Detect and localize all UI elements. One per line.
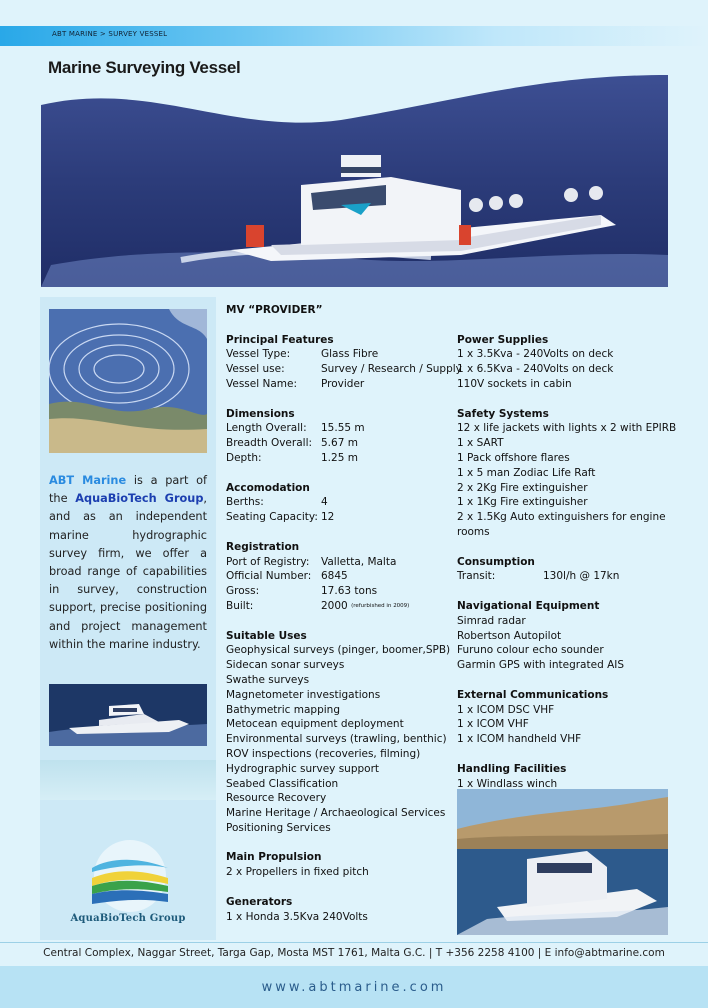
list-item: Environmental surveys (trawling, benthic) [226, 733, 447, 746]
list-item: 1 Pack offshore flares [457, 451, 570, 464]
list-item: Swathe surveys [226, 673, 310, 686]
spec-row: Official Number: 6845 [226, 570, 348, 583]
top-bar [0, 26, 708, 46]
list-item: ROV inspections (recoveries, filming) [226, 747, 421, 760]
uses-heading: Suitable Uses [226, 629, 307, 642]
list-item: 110V sockets in cabin [457, 377, 572, 390]
breadcrumb: ABT MARINE > SURVEY VESSEL [52, 30, 168, 38]
spec-row: Vessel Type: Glass Fibre [226, 348, 379, 361]
specs-column-left [226, 303, 462, 924]
vessel-coast-image [457, 789, 668, 935]
footer-divider [0, 942, 708, 943]
vessel-name: MV “PROVIDER” [226, 304, 323, 316]
list-item: 2 x 1.5Kg Auto extinguishers for engine rooms [457, 511, 666, 538]
consumption-heading: Consumption [457, 555, 535, 568]
list-item: Robertson Autopilot [457, 629, 562, 642]
list-item: 1 x 1Kg Fire extinguisher [457, 496, 588, 509]
list-item: 1 x ICOM DSC VHF [457, 703, 555, 716]
list-item: Sidecan sonar surveys [226, 659, 345, 672]
page-title: Marine Surveying Vessel [48, 58, 241, 77]
group-name: AquaBioTech Group [75, 492, 204, 506]
list-item: Marine Heritage / Archaeological Services [226, 807, 446, 820]
safety-heading: Safety Systems [457, 407, 549, 420]
logo-text: AquaBioTech Group [70, 913, 186, 924]
spec-row: Length Overall: 15.55 m [226, 422, 365, 435]
list-item: 1 x ICOM VHF [457, 718, 529, 731]
list-item: 2 x 2Kg Fire extinguisher [457, 481, 588, 494]
list-item: Seabed Classification [226, 777, 339, 790]
list-item: Resource Recovery [226, 792, 327, 805]
list-item: Hydrographic survey support [226, 762, 380, 775]
list-item: 2 x Propellers in fixed pitch [226, 866, 369, 879]
generators-heading: Generators [226, 895, 293, 908]
principal-heading: Principal Features [226, 333, 334, 346]
website-bar [0, 966, 708, 1008]
list-item: 1 x 6.5Kva - 240Volts on deck [457, 363, 614, 376]
list-item: 1 x 5 man Zodiac Life Raft [457, 466, 596, 479]
list-item: 1 x 3.5Kva - 240Volts on deck [457, 348, 614, 361]
list-item: Geophysical surveys (pinger, boomer,SPB) [226, 644, 451, 657]
hero-boat-image [41, 75, 668, 287]
specs-column-right [457, 303, 687, 791]
propulsion-heading: Main Propulsion [226, 851, 322, 864]
vessel-side-image [49, 684, 207, 746]
list-item: Garmin GPS with integrated AIS [457, 659, 625, 672]
navigation-heading: Navigational Equipment [457, 599, 600, 612]
list-item: 1 x Windlass winch [457, 777, 558, 790]
spec-row: Berths: 4 [226, 496, 328, 509]
list-item: Magnetometer investigations [226, 688, 381, 701]
spec-row: Port of Registry: Valletta, Malta [226, 555, 397, 568]
list-item: 12 x life jackets with lights x 2 with EPIRB [457, 422, 677, 435]
accomodation-heading: Accomodation [226, 481, 310, 494]
spec-row: Gross: 17.63 tons [226, 585, 378, 598]
spec-row: Depth: 1.25 m [226, 451, 358, 464]
spec-row: Seating Capacity: 12 [226, 511, 335, 524]
list-item: Furuno colour echo sounder [457, 644, 604, 657]
list-item: Simrad radar [457, 614, 526, 627]
communications-heading: External Communications [457, 688, 609, 701]
footer-contact: Central Complex, Naggar Street, Targa Gap, Mosta MST 1761, Malta G.C. | T +356 2258 4100 | E info@abtmarine.com [43, 947, 665, 959]
about-text: ABT Marine is a part of the AquaBioTech Group, and as an independent marine hydrographic survey firm, we offer a broad range of capabilities in survey, construction support, precise positioning and project management within the marine industry. [49, 474, 207, 651]
registration-heading: Registration [226, 540, 300, 553]
list-item: 1 x Honda 3.5Kva 240Volts [226, 910, 368, 923]
list-item: Metocean equipment deployment [226, 718, 404, 731]
list-item: 1 x ICOM handheld VHF [457, 733, 582, 746]
sea-strip [40, 760, 216, 800]
spec-row: Vessel use: Survey / Research / Supply [226, 363, 462, 376]
brand-name: ABT Marine [49, 474, 127, 487]
built-note: (refurbished in 2009) [351, 602, 410, 609]
website-link[interactable]: www.abtmarine.com [261, 980, 447, 995]
spec-row: Breadth Overall: 5.67 m [226, 437, 358, 450]
list-item: Bathymetric mapping [226, 703, 341, 716]
spec-row: Transit: 130l/h @ 17kn [457, 570, 620, 583]
list-item: Positioning Services [226, 821, 331, 834]
power-heading: Power Supplies [457, 333, 549, 346]
dimensions-heading: Dimensions [226, 407, 295, 420]
list-item: 1 x SART [457, 437, 504, 450]
spec-row: Built: 2000 (refurbished in 2009) [226, 599, 410, 612]
handling-heading: Handling Facilities [457, 762, 567, 775]
spec-row: Vessel Name: Provider [226, 377, 365, 390]
bathymetry-map-image [49, 309, 207, 453]
